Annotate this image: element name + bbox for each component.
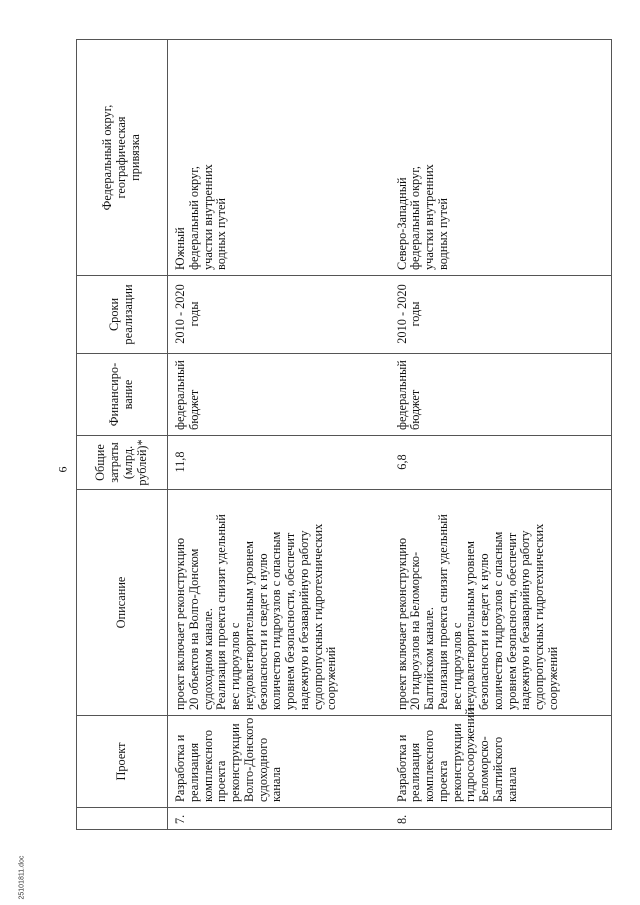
description-line: уровнем безопасности, обеспечит <box>283 532 298 710</box>
description-line: неудовлетворительным уровнем <box>241 540 256 710</box>
description-line: проект включает реконструкцию <box>394 537 409 710</box>
project-line: канала <box>504 767 519 802</box>
page-number: 6 <box>55 466 70 473</box>
description-line: вес гидроузлов с <box>449 622 464 710</box>
description-line: уровнем безопасности, обеспечит <box>504 532 519 710</box>
project-line: реализация <box>186 742 201 802</box>
project-line: комплексного <box>422 730 437 802</box>
table-row <box>168 40 390 830</box>
project-line: канала <box>269 767 284 802</box>
description-line: судоходном канале. <box>200 608 215 710</box>
district-line: федеральный округ, <box>408 166 423 270</box>
projects-table <box>76 39 612 830</box>
financing-line: федеральный <box>173 360 187 430</box>
terms-line: 2010 - 2020 <box>394 284 409 344</box>
project-line: реконструкции <box>228 723 243 802</box>
table-header-row <box>77 40 168 830</box>
header-district-line: Федеральный округ, <box>100 104 115 211</box>
header-total-line: затраты <box>107 442 122 483</box>
header-district <box>77 40 168 276</box>
financing-line: бюджет <box>186 389 201 430</box>
description-line: надежную и безаварийную работу <box>296 530 311 710</box>
description-line: неудовлетворительным уровнем <box>463 540 478 710</box>
row-terms <box>168 276 390 354</box>
district-line: водных путей <box>214 198 229 270</box>
header-terms <box>77 276 168 354</box>
row-financing <box>390 354 612 436</box>
district-line: участки внутренних <box>200 164 215 270</box>
row-project <box>168 716 390 808</box>
terms-line: годы <box>408 301 423 327</box>
description-line: Реализация проекта снизит удельный <box>214 514 229 710</box>
row-district <box>390 40 612 276</box>
row-total-cost: 11,8 <box>168 436 390 490</box>
description-line: судопропускных гидротехнических <box>310 523 325 710</box>
project-line: реконструкции <box>449 723 464 802</box>
project-line: проекта <box>435 760 450 802</box>
district-line: водных путей <box>435 198 450 270</box>
project-line: Беломорско- <box>477 736 492 802</box>
project-line: комплексного <box>200 730 215 802</box>
project-line: судоходного <box>255 737 270 802</box>
row-total-cost: 6,8 <box>390 436 612 490</box>
description-line: количество гидроузлов с опасным <box>490 531 505 710</box>
row-district <box>168 40 390 276</box>
financing-line: федеральный <box>394 360 409 430</box>
project-line: гидросооружений <box>463 708 478 802</box>
rotated-table-wrapper <box>76 40 616 830</box>
header-total-line: (млрд. <box>121 445 135 480</box>
description-line: 20 гидроузлов на Беломорско- <box>408 551 423 710</box>
description-line: надежную и безаварийную работу <box>518 530 533 710</box>
header-description: Описание <box>77 490 168 716</box>
footer-code: 25101811.doc <box>18 855 26 900</box>
header-total-line: Общие <box>93 444 108 481</box>
district-line: участки внутренних <box>422 164 437 270</box>
description-line: 20 объектов на Волго-Донском <box>186 548 201 710</box>
header-terms-line: реализации <box>121 284 135 345</box>
header-project: Проект <box>77 716 168 808</box>
table-row <box>390 40 612 830</box>
terms-line: 2010 - 2020 <box>173 284 187 344</box>
header-district-line: привязка <box>127 134 142 181</box>
header-district-line: географическая <box>114 116 129 199</box>
project-line: Волго-Донского <box>241 717 256 802</box>
project-line: проекта <box>214 760 229 802</box>
header-financing-line: Финансиро- <box>107 362 122 427</box>
description-line: судопропускных гидротехнических <box>532 523 547 710</box>
row-description <box>168 490 390 716</box>
district-line: Южный <box>173 227 187 270</box>
header-num <box>77 808 168 830</box>
district-line: Северо-Западный <box>394 177 409 270</box>
row-terms <box>390 276 612 354</box>
row-project <box>390 708 612 808</box>
project-line: Разработка и <box>173 734 187 802</box>
description-line: проект включает реконструкцию <box>173 537 187 710</box>
terms-line: годы <box>186 301 201 327</box>
description-line: безопасности и сведет к нулю <box>477 553 492 710</box>
description-line: сооружений <box>545 646 560 710</box>
header-total <box>77 436 168 490</box>
description-line: вес гидроузлов с <box>228 622 243 710</box>
row-financing <box>168 354 390 436</box>
row-num: 8. <box>390 808 612 830</box>
header-financing <box>77 354 168 436</box>
description-line: Балтийском канале. <box>422 607 437 710</box>
description-line: сооружений <box>324 646 339 710</box>
project-line: Разработка и <box>394 734 409 802</box>
project-line: Балтийского <box>490 736 505 802</box>
header-total-line: рублей)* <box>134 439 149 486</box>
description-line: количество гидроузлов с опасным <box>269 531 284 710</box>
project-line: реализация <box>408 742 423 802</box>
description-line: безопасности и сведет к нулю <box>255 553 270 710</box>
financing-line: бюджет <box>408 389 423 430</box>
description-line: Реализация проекта снизит удельный <box>435 514 450 710</box>
row-num: 7. <box>168 808 390 830</box>
district-line: федеральный округ, <box>186 166 201 270</box>
header-terms-line: Сроки <box>107 297 122 332</box>
header-financing-line: вание <box>121 379 135 410</box>
row-description <box>390 490 612 716</box>
